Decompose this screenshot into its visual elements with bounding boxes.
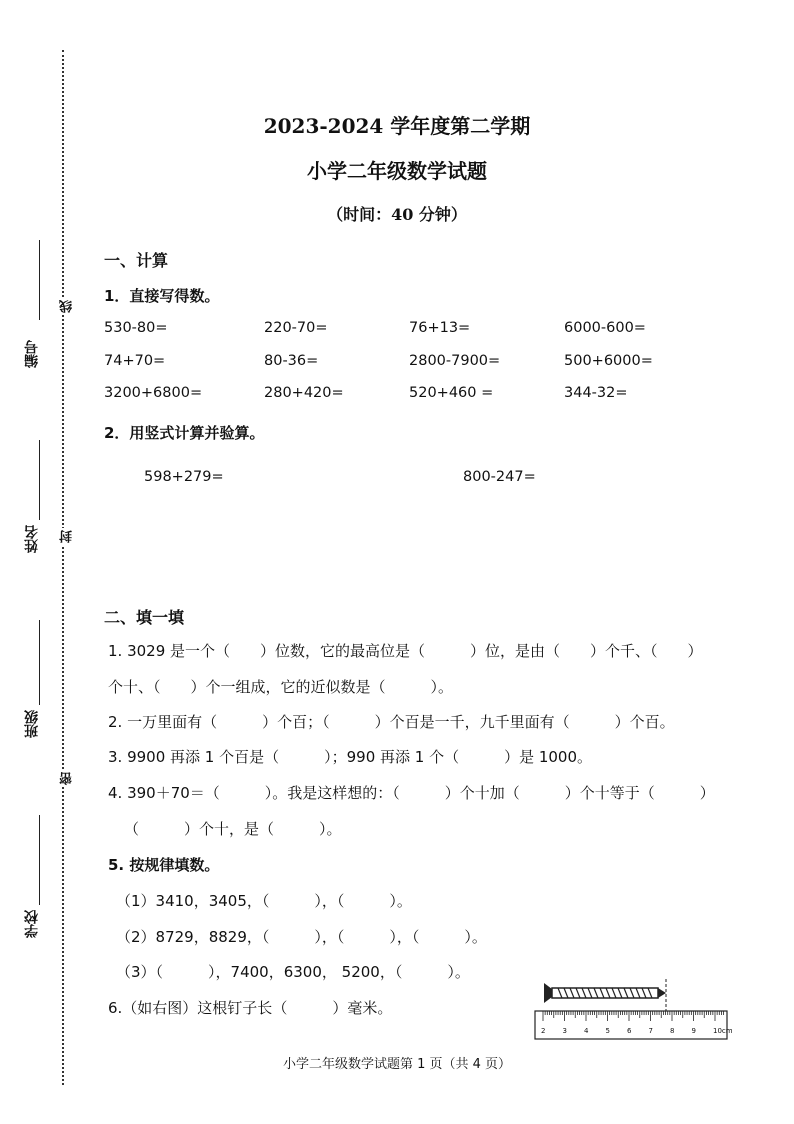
ruler-label: 3 xyxy=(562,1027,567,1035)
q1-title: 1．直接写得数。 xyxy=(104,287,220,305)
binding-word-secret: 密 xyxy=(60,772,75,785)
exam-subtitle: 小学二年级数学试题 xyxy=(307,159,487,183)
calc-item: 76+13= xyxy=(409,320,471,336)
ruler-label: 4 xyxy=(584,1027,589,1035)
page-footer: 小学二年级数学试题第 1 页（共 4 页） xyxy=(282,1057,512,1072)
fill-question-line: 3. 9900 再添 1 个百是（ ）；990 再添 1 个（ ）是 1000。 xyxy=(108,748,593,766)
school-label: 学校 xyxy=(24,910,40,938)
class-label: 班级 xyxy=(24,710,40,738)
binding-word-seal: 封 xyxy=(60,530,75,543)
binding-word-line: 线 xyxy=(60,300,75,313)
section-1-heading: 一、计算 xyxy=(104,251,169,270)
ruler-label: 9 xyxy=(691,1027,696,1035)
fill-question-line: 4. 390＋70＝（ ）。我是这样想的：（ ）个十加（ ）个十等于（ ） xyxy=(108,784,715,802)
nail-ruler-svg xyxy=(530,975,735,1045)
name-label: 姓名 xyxy=(24,525,40,553)
fill-question-line: （3）（ ），7400，6300， 5200，（ ）。 xyxy=(116,963,470,981)
ruler-label: 7 xyxy=(648,1027,653,1035)
fill-question-line: 6.（如右图）这根钉子长（ ）毫米。 xyxy=(108,999,393,1017)
vertical-calc-item: 598+279= xyxy=(144,469,224,485)
ruler-label: 5 xyxy=(605,1027,610,1035)
ruler-label: 8 xyxy=(670,1027,675,1035)
ruler-label: 10cm xyxy=(713,1027,733,1035)
ruler-label: 2 xyxy=(541,1027,546,1035)
calc-item: 6000-600= xyxy=(564,320,646,336)
vertical-calc-item: 800-247= xyxy=(463,469,536,485)
q2-title: 2．用竖式计算并验算。 xyxy=(104,424,265,442)
class-blank[interactable] xyxy=(39,620,40,705)
calc-item: 344-32= xyxy=(564,385,628,401)
fill-question-line: 5. 按规律填数。 xyxy=(108,856,220,874)
fill-question-line: 个十、（ ）个一组成，它的近似数是（ ）。 xyxy=(108,678,454,696)
ruler-icon xyxy=(535,1011,733,1039)
fill-question-line: （ ）个十，是（ ）。 xyxy=(124,820,342,838)
calc-item: 500+6000= xyxy=(564,353,653,369)
calc-item: 2800-7900= xyxy=(409,353,501,369)
calc-item: 530-80= xyxy=(104,320,168,336)
calc-item: 220-70= xyxy=(264,320,328,336)
id-blank[interactable] xyxy=(39,240,40,320)
nail-icon xyxy=(544,983,666,1003)
ruler-label: 6 xyxy=(627,1027,632,1035)
school-blank[interactable] xyxy=(39,815,40,905)
fill-question-line: 2. 一万里面有（ ）个百；（ ）个百是一千，九千里面有（ ）个百。 xyxy=(108,713,675,731)
calc-item: 280+420= xyxy=(264,385,344,401)
section-2-heading: 二、填一填 xyxy=(104,608,185,627)
id-label: 编号 xyxy=(24,340,40,368)
name-blank[interactable] xyxy=(39,440,40,520)
calc-item: 3200+6800= xyxy=(104,385,203,401)
exam-title: 2023-2024 学年度第二学期 xyxy=(263,114,531,138)
nail-ruler-figure xyxy=(530,975,735,1045)
fill-question-line: （1）3410，3405，（ ），（ ）。 xyxy=(116,892,412,910)
fill-question-line: 1. 3029 是一个（ ）位数，它的最高位是（ ）位，是由（ ）个千、（ ） xyxy=(108,642,703,660)
calc-item: 520+460 = xyxy=(409,385,494,401)
fill-question-line: （2）8729，8829，（ ），（ ），（ ）。 xyxy=(116,928,487,946)
exam-time: （时间：40 分钟） xyxy=(327,205,467,224)
calc-item: 74+70= xyxy=(104,353,166,369)
calc-item: 80-36= xyxy=(264,353,319,369)
